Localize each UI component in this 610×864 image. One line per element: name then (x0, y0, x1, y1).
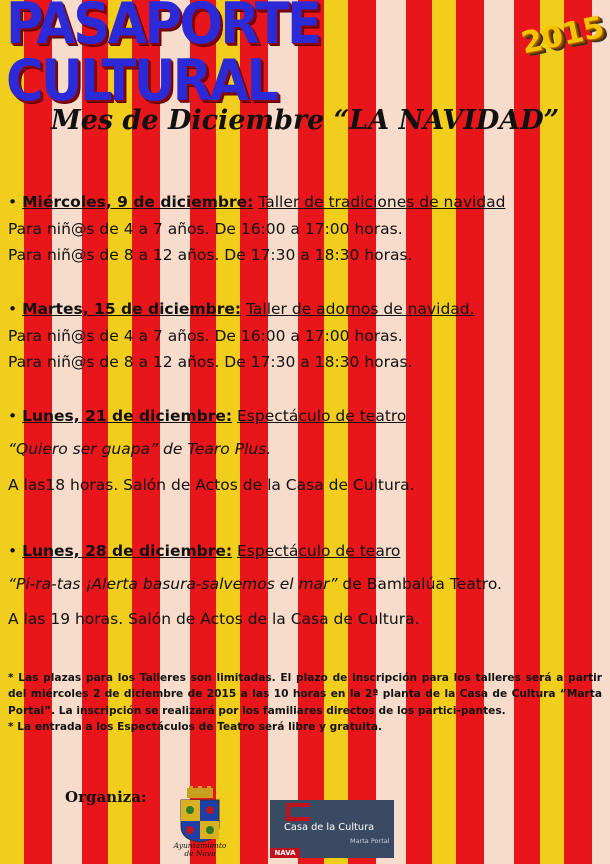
event-2-date: Martes, 15 de diciembre: (22, 300, 242, 318)
notes-block (8, 670, 602, 736)
bullet: • (8, 300, 18, 318)
event-4-activity: Espectáculo de tearo (237, 542, 401, 560)
ayuntamiento-caption: Ayuntamiento de Nava (173, 841, 227, 859)
event-4-place: A las 19 horas. Salón de Actos de la Casa de Cultura. (8, 610, 420, 628)
event-1-heading (8, 193, 506, 212)
event-1-activity: Taller de tradiciones de navidad (258, 193, 506, 211)
casa-cultura-subtext: Marta Portal (350, 837, 390, 845)
note-2: * La entrada a los Espectáculos de Teatro será libre y gratuita. (8, 721, 383, 734)
organiza-label: Organiza: (65, 788, 147, 806)
nava-tag: NAVA (270, 848, 300, 858)
event-4-show-rest: de Bambalúa Teatro. (337, 575, 502, 593)
event-3-date: Lunes, 21 de diciembre: (22, 407, 233, 425)
bullet: • (8, 407, 18, 425)
event-2-line-2: Para niñ@s de 8 a 12 años. De 17:30 a 18:30 horas. (8, 353, 413, 371)
event-3-heading (8, 407, 406, 426)
bullet: • (8, 542, 18, 560)
event-1-line-1: Para niñ@s de 4 a 7 años. De 16:00 a 17:00 horas. (8, 220, 403, 238)
event-4-show-title: “Pi-ra-tas ¡Alerta basura-salvemos el mar” (8, 575, 338, 593)
event-2-activity: Taller de adornos de navidad. (245, 300, 475, 318)
event-3-show (8, 440, 271, 459)
event-1-line-2: Para niñ@s de 8 a 12 años. De 17:30 a 18:30 horas. (8, 246, 413, 264)
casa-cultura-text: Casa de la Cultura (284, 822, 375, 833)
event-1-date: Miércoles, 9 de diciembre: (22, 193, 254, 211)
event-2-line-1: Para niñ@s de 4 a 7 años. De 16:00 a 17:00 horas. (8, 327, 403, 345)
month-subtitle: Mes de Diciembre “LA NAVIDAD” (50, 105, 560, 136)
year-badge: 2015 (517, 9, 607, 62)
event-3-show-title: “Quiero ser guapa” de Tearo Plus. (8, 440, 272, 458)
event-4-show (8, 575, 502, 594)
event-3-place: A las18 horas. Salón de Actos de la Casa de Cultura. (8, 476, 415, 494)
event-4-heading (8, 542, 400, 561)
bullet: • (8, 193, 18, 211)
casa-cultura-mark-icon (284, 803, 314, 821)
event-4-date: Lunes, 28 de diciembre: (22, 542, 233, 560)
poster-title: PASAPORTE CULTURAL (6, 0, 320, 114)
event-2-heading (8, 300, 475, 319)
note-1: * Las plazas para los Talleres son limitadas. El plazo de inscripción para los talleres será a partir del miércoles 2 de diciembre de 2015 a las 10 horas en la 2ª planta de la Casa de Cultura “Marta Portal”. La inscripción se realizará por los familiares directos de los partici-pantes. (8, 672, 602, 717)
event-3-activity: Espectáculo de teatro (237, 407, 407, 425)
